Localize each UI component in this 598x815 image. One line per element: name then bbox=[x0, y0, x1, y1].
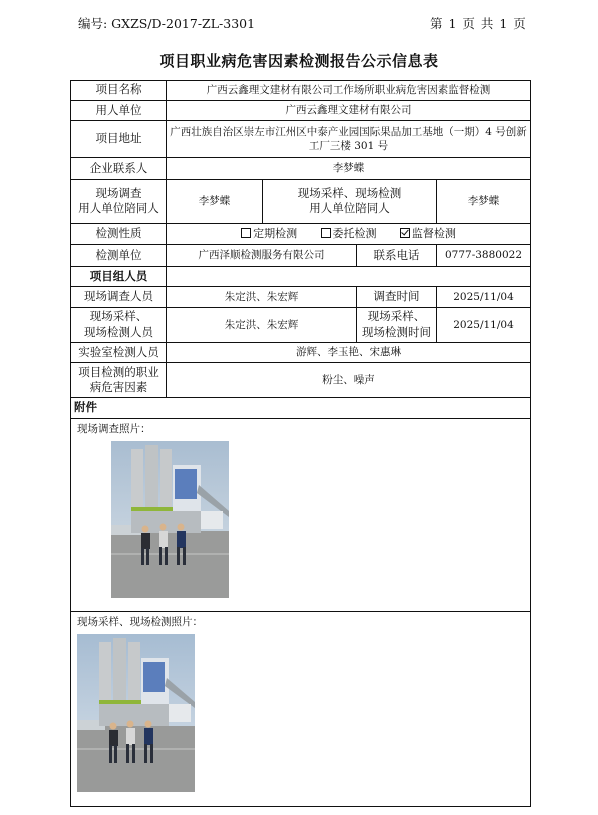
option-periodic-label: 定期检测 bbox=[253, 226, 298, 240]
lab-staff-label: 实验室检测人员 bbox=[71, 342, 167, 363]
survey-staff-label: 现场调查人员 bbox=[71, 287, 167, 308]
project-name-label: 项目名称 bbox=[71, 81, 167, 101]
checkbox-icon bbox=[321, 228, 331, 238]
photo-survey-cell bbox=[71, 418, 531, 611]
row-photo-sampling bbox=[71, 611, 531, 806]
survey-escort-value: 李梦蝶 bbox=[167, 179, 263, 223]
employer-label: 用人单位 bbox=[71, 100, 167, 121]
detection-type-label: 检测性质 bbox=[71, 223, 167, 245]
sampling-staff-label: 现场采样、 现场检测人员 bbox=[71, 307, 167, 342]
team-label: 项目组人员 bbox=[71, 266, 167, 287]
photo-sampling-cell bbox=[71, 611, 531, 806]
address-value: 广西壮族自治区崇左市江州区中泰产业园国际果品加工基地（一期）4 号创新工厂三楼 301 号 bbox=[167, 121, 531, 158]
phone-label: 联系电话 bbox=[357, 245, 437, 267]
row-address bbox=[71, 121, 531, 158]
survey-time-label: 调查时间 bbox=[357, 287, 437, 308]
employer-value: 广西云鑫理文建材有限公司 bbox=[167, 100, 531, 121]
photo-sampling-label: 现场采样、现场检测照片： bbox=[77, 615, 203, 628]
site-photo-image bbox=[77, 634, 195, 792]
row-team bbox=[71, 266, 531, 287]
page-title: 项目职业病危害因素检测报告公示信息表 bbox=[159, 52, 439, 70]
survey-escort-label: 现场调查 用人单位陪同人 bbox=[71, 179, 167, 223]
row-sampling-staff bbox=[71, 307, 531, 342]
option-commissioned[interactable] bbox=[321, 227, 377, 240]
row-survey-staff bbox=[71, 287, 531, 308]
sampling-staff-value: 朱定洪、朱宏辉 bbox=[167, 307, 357, 342]
row-hazards bbox=[71, 363, 531, 398]
contact-label: 企业联系人 bbox=[71, 157, 167, 179]
info-table bbox=[70, 80, 531, 807]
survey-staff-value: 朱定洪、朱宏辉 bbox=[167, 287, 357, 308]
row-employer bbox=[71, 100, 531, 121]
survey-time-value: 2025/11/04 bbox=[437, 287, 531, 308]
checkbox-icon bbox=[241, 228, 251, 238]
hazards-label: 项目检测的职业 病危害因素 bbox=[71, 363, 167, 398]
row-lab-staff bbox=[71, 342, 531, 363]
row-survey-escort bbox=[71, 179, 531, 223]
sampling-escort-label: 现场采样、现场检测 用人单位陪同人 bbox=[263, 179, 437, 223]
detection-unit-value: 广西泽顺检测服务有限公司 bbox=[167, 245, 357, 267]
detection-type-options bbox=[167, 223, 531, 245]
contact-value: 李梦蝶 bbox=[167, 157, 531, 179]
sampling-time-value: 2025/11/04 bbox=[437, 307, 531, 342]
site-survey-photo bbox=[111, 441, 229, 598]
option-commissioned-label: 委托检测 bbox=[332, 226, 377, 240]
sampling-time-label: 现场采样、 现场检测时间 bbox=[357, 307, 437, 342]
row-project-name bbox=[71, 81, 531, 101]
site-photo-image bbox=[111, 441, 229, 598]
lab-staff-value: 游辉、李玉艳、宋惠琳 bbox=[167, 342, 531, 363]
page-info: 第 1 页 共 1 页 bbox=[430, 16, 527, 31]
phone-value: 0777-3880022 bbox=[437, 245, 531, 267]
team-value bbox=[167, 266, 531, 287]
row-detection-unit bbox=[71, 245, 531, 267]
hazards-value: 粉尘、噪声 bbox=[167, 363, 531, 398]
row-photo-survey bbox=[71, 418, 531, 611]
site-sampling-photo bbox=[77, 634, 195, 792]
option-periodic[interactable] bbox=[241, 227, 297, 240]
address-label: 项目地址 bbox=[71, 121, 167, 158]
option-supervisory[interactable] bbox=[400, 227, 456, 240]
document-number: 编号: GXZS/D-2017-ZL-3301 bbox=[78, 16, 256, 31]
option-supervisory-label: 监督检测 bbox=[411, 226, 456, 240]
sampling-escort-value: 李梦蝶 bbox=[437, 179, 531, 223]
checkbox-checked-icon bbox=[400, 228, 410, 238]
row-detection-type bbox=[71, 223, 531, 245]
attachment-label: 附件 bbox=[71, 398, 531, 419]
project-name-value: 广西云鑫理文建材有限公司工作场所职业病危害因素监督检测 bbox=[167, 81, 531, 101]
detection-unit-label: 检测单位 bbox=[71, 245, 167, 267]
photo-survey-label: 现场调查照片： bbox=[77, 422, 151, 435]
row-attachment bbox=[71, 398, 531, 419]
row-contact bbox=[71, 157, 531, 179]
